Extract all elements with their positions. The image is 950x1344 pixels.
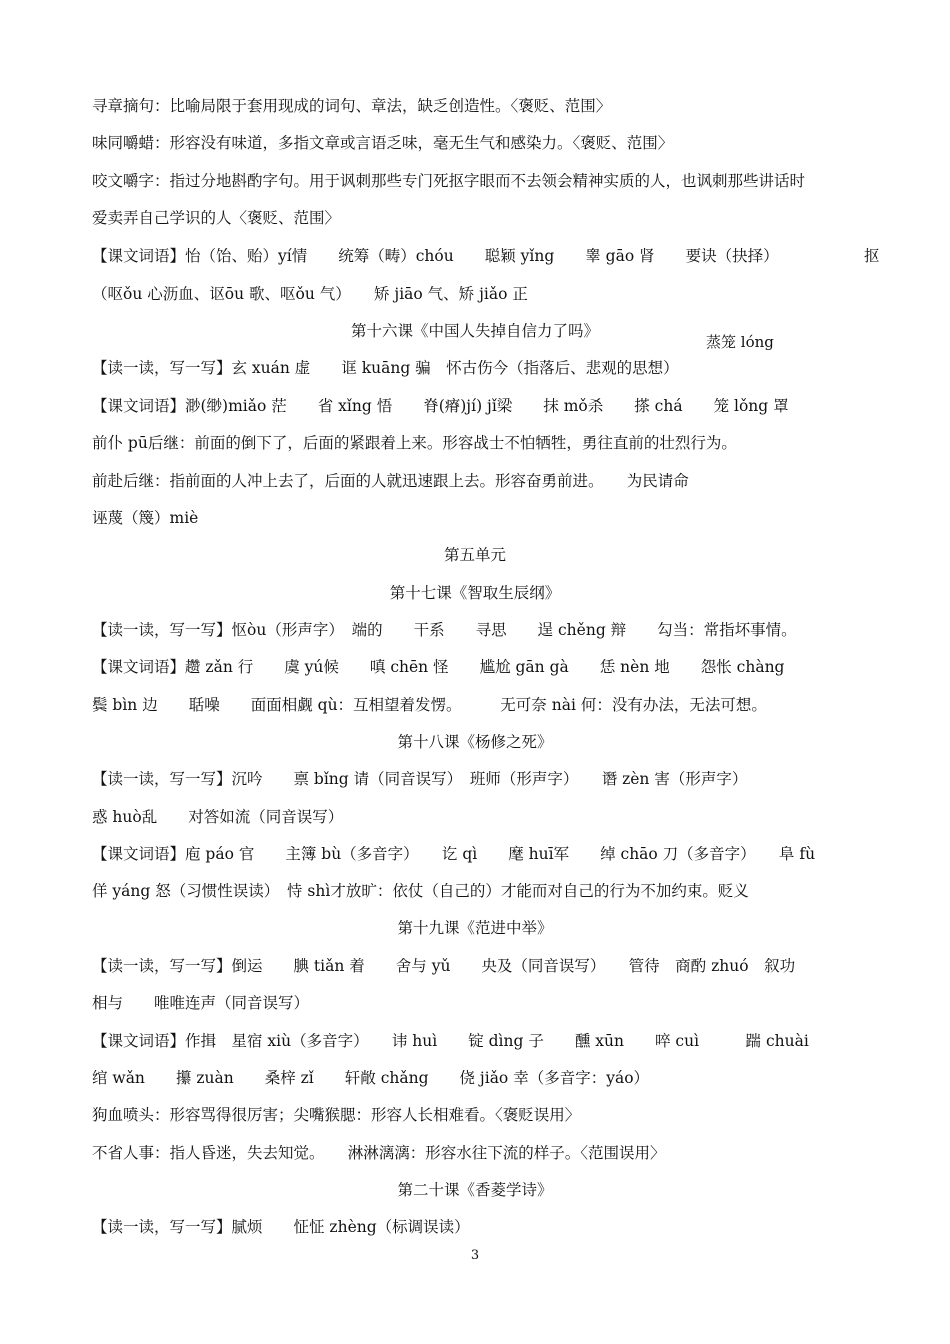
lesson-17-heading: 第十七课《智取生辰纲》 — [389, 584, 561, 602]
text-line-idiom-19-1: 狗血喷头：形容骂得很厉害；尖嘴猴腮：形容人长相难看。〈褒贬误用〉 — [92, 1106, 581, 1124]
text-line-read-write-19: 【读一读，写一写】倒运 腆 tiǎn 着 舍与 yǔ 央及（同音误写） 管待 商酌 zhuó 叙功 — [92, 957, 796, 975]
text-line-idiom-16-2: 前赴后继：指前面的人冲上去了，后面的人就迅速跟上去。形容奋勇前进。 为民请命 — [92, 472, 689, 490]
text-line-read-write-19-cont: 相与 唯唯连声（同音误写） — [92, 994, 310, 1012]
text-line-idiom-2: 味同嚼蜡：形容没有味道，多指文章或言语乏味，毫无生气和感染力。〈褒贬、范围〉 — [92, 134, 674, 152]
text-line-read-write-18: 【读一读，写一写】沉吟 禀 bǐng 请（同音误写） 班师（形声字） 谮 zèn 害（形声字） — [92, 770, 748, 788]
unit-5-heading: 第五单元 — [443, 546, 506, 564]
text-line-read-write-16: 【读一读，写一写】玄 xuán 虚 诓 kuāng 骗 怀古伤今（指落后、悲观的思想） — [92, 359, 679, 377]
lesson-20-heading: 第二十课《香菱学诗》 — [397, 1181, 553, 1199]
text-line-vocab-17-cont: 鬓 bìn 边 聒噪 面面相觑 qù：互相望着发愣。 无可奈 nài 何：没有办法，无法可想。 — [92, 696, 767, 714]
text-line-vocab-18-cont: 佯 yáng 怒（习惯性误读） 恃 shì才放旷：依仗（自己的）才能而对自己的行为不加约束。贬义 — [92, 882, 749, 900]
text-line-read-write-20: 【读一读，写一写】腻烦 怔怔 zhèng（标调误读） — [92, 1218, 470, 1236]
page-number: 3 — [470, 1248, 480, 1263]
text-line-vocab-17: 【课文词语】趱 zǎn 行 虞 yú候 嗔 chēn 怪 尴尬 gān gà 恁 nèn 地 怨怅 chàng — [92, 658, 785, 676]
text-line-idiom-19-2: 不省人事：指人昏迷，失去知觉。 淋淋漓漓：形容水往下流的样子。〈范围误用〉 — [92, 1144, 666, 1162]
text-line-idiom-3: 咬文嚼字：指过分地斟酌字句。用于讽刺那些专门死抠字眼而不去领会精神实质的人，也讽刺那些讲话时 — [92, 172, 806, 190]
text-line-idiom-1: 寻章摘句：比喻局限于套用现成的词句、章法，缺乏创造性。〈褒贬、范围〉 — [92, 97, 612, 115]
text-line-read-write-17: 【读一读，写一写】怄òu（形声字） 端的 干系 寻思 逞 chěng 辩 勾当：常指坏事情。 — [92, 621, 797, 639]
text-line-idiom-3-cont: 爱卖弄自己学识的人〈褒贬、范围〉 — [92, 209, 341, 227]
lesson-18-heading: 第十八课《杨修之死》 — [397, 733, 553, 751]
text-line-vocab-19: 【课文词语】作揖 星宿 xiù（多音字） 讳 huì 锭 dìng 子 醺 xūn 啐 cuì 踹 chuài — [92, 1032, 809, 1050]
text-line-vocab-15: 【课文词语】怡（饴、贻）yí情 统筹（畴）chóu 聪颖 yǐng 睾 gāo 肾 要诀（抉择） 抠 — [92, 247, 880, 265]
margin-note: 蒸笼 lóng — [706, 333, 774, 351]
lesson-16-heading: 第十六课《中国人失掉自信力了吗》 — [350, 322, 599, 340]
text-line-vocab-15-cont: （呕ǒu 心沥血、讴ōu 歌、呕ǒu 气） 矫 jiāo 气、矫 jiǎo 正 — [92, 285, 528, 303]
text-line-vocab-18: 【课文词语】庖 páo 官 主簿 bù（多音字） 讫 qì 麾 huī军 绰 chāo 刀（多音字） 阜 fù — [92, 845, 816, 863]
text-line-vocab-16: 【课文词语】渺(缈)miǎo 茫 省 xǐng 悟 脊(瘠)jí) jǐ梁 抹 mǒ杀 搽 chá 笼 lǒng 罩 — [92, 397, 789, 415]
text-line-vocab-19-cont: 绾 wǎn 攥 zuàn 桑梓 zǐ 轩敞 chǎng 侥 jiǎo 幸（多音字：yáo） — [92, 1069, 650, 1087]
text-line-idiom-16-3: 诬蔑（篾）miè — [92, 509, 199, 527]
text-line-idiom-16-1: 前仆 pū后继：前面的倒下了，后面的紧跟着上来。形容战士不怕牺牲，勇往直前的壮烈行为。 — [92, 434, 737, 452]
text-line-read-write-18-cont: 惑 huò乱 对答如流（同音误写） — [92, 808, 344, 826]
lesson-19-heading: 第十九课《范进中举》 — [397, 919, 553, 937]
